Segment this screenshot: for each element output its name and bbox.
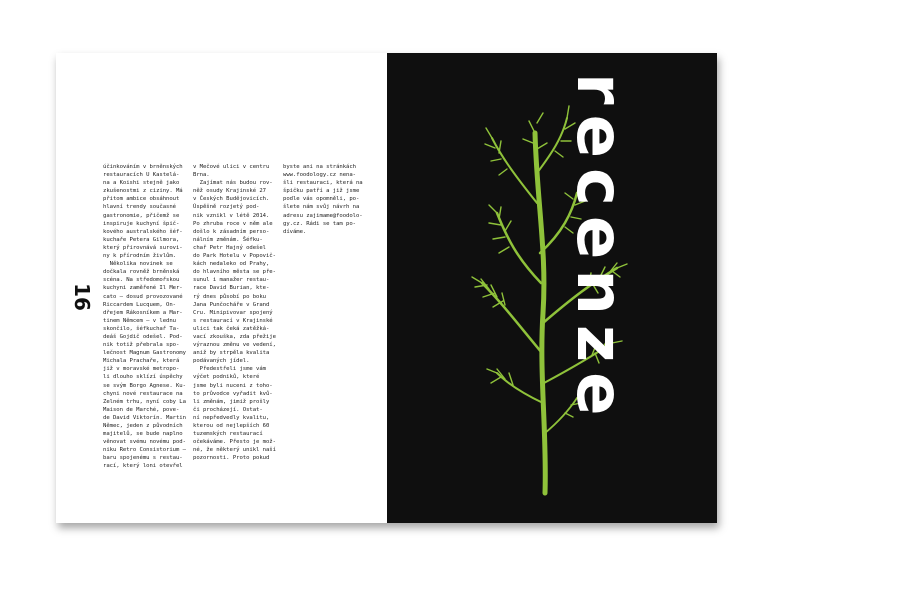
text-line: byste ani na stránkách [283,164,356,170]
text-line: podle vás opomněli, po- [283,196,360,203]
text-line: či procházejí. Ostat- [193,406,263,413]
text-line: s restaurací v Krajinské [193,317,273,324]
text-line: pozornosti. Proto pokud [193,455,270,462]
text-line: deáš Gojdič odešel. Pod- [103,333,183,340]
text-line: hlavní trendy současné [103,204,176,211]
text-line: cato – dosud provozované [103,293,183,300]
text-column-1 [103,163,186,471]
text-line: vací zkouška, zda přežije [193,333,276,340]
text-line: kuchaře Petera Gilmora, [103,236,180,243]
text-line: Brna. [193,172,210,179]
text-line: scéna. Na středomořskou [103,277,180,284]
text-line: chař Petr Hajný odešel [193,244,266,251]
text-line: race David Burian, kte- [193,285,270,292]
text-line: podávaných jídel. [193,358,250,365]
text-line: kuchyni zaměřené Il Mer- [103,285,183,292]
text-line: již v moravské metropo- [103,366,180,373]
page-number: 16 [69,283,94,311]
text-line: dočkala rovněž brněnská [103,269,180,276]
text-line: gy.cz. Rádi se tam po- [283,220,356,227]
text-line: rací, který loni otevřel [103,463,183,470]
right-page [387,53,717,523]
text-line: li dlouho sklízí úspěchy [103,374,183,381]
text-line: věnovat svému novému pod- [103,439,186,446]
text-line: Jana Punčocháře v Grand [193,301,270,308]
text-line: Riccardem Lucquem, On- [103,301,176,308]
text-line: Po zhruba roce v něm ale [193,220,273,227]
text-line: něž osudy Krajinské 27 [193,188,266,195]
text-line: Michala Prachaře, která [103,358,180,365]
text-line: do hlavního města se pře- [193,269,276,276]
text-line: Zelném trhu, nyní coby La [103,398,186,405]
text-line: Maison de Marché, pove- [103,406,180,413]
left-page [56,53,387,523]
text-line: díváme. [283,228,307,235]
text-line: šli restauraci, která na [283,180,363,187]
text-line: aniž by strpěla kvalita [193,350,270,357]
text-line: tuzemských restaurací [193,431,263,438]
text-line: ny k přírodním živlům. [103,253,176,260]
text-line: gastronomie, přičemž se [103,212,180,219]
text-line: v Českých Budějovicích. [193,196,270,203]
text-line: výraznou změnu ve vedení, [193,342,276,349]
text-line: Němec, jeden z původních [103,423,183,429]
text-line: Cru. Minipivovar spojený [193,309,273,316]
section-title: recenze [562,73,636,426]
text-line: se svým Borgo Agnese. Ku- [103,382,186,389]
text-line: došlo k zásadním perso- [193,228,270,235]
text-line: adresu zajimame@foodolo- [283,212,363,219]
text-line: majitelů, se bude naplno [103,431,183,438]
text-line: špičku patří a již jsme [283,188,360,195]
text-line: lečnost Magnum Gastronomy [103,350,186,357]
text-line: Několika novinek se [103,261,173,268]
text-line: jsme byli nuceni z toho- [193,382,273,389]
text-line: sunul i manažer restau- [193,277,270,284]
text-line: do Park Hotelu v Popovič- [193,253,276,260]
text-line: restauracích U Kastelá- [103,172,180,179]
text-line: nik totiž přebrala spo- [103,342,180,349]
text-line: tinem Němcem – v lednu [103,317,176,324]
text-line: baru spojenému s restau- [103,455,183,462]
text-line: očekáváme. Přesto je mož- [193,439,276,446]
text-line: rý dnes působí po boku [193,293,266,300]
text-column-2 [193,163,276,462]
text-line: to průvodce vyřadit kvů- [193,390,273,397]
text-line: kterou od nejlepších 60 [193,423,270,429]
herb-plant-illustration [387,53,717,523]
text-line: skončilo, šéfkuchař Ta- [103,325,180,332]
text-line: v Mečové ulici v centru [193,164,270,170]
text-line: nik vznikl v létě 2014. [193,212,270,219]
text-line: ní nepředvedly kvalitu, [193,414,270,421]
text-line: výčet podniků, které [193,374,260,381]
text-line: li změnám, jimiž prošly [193,398,270,405]
text-line: nálním změnám. Šéfku- [193,236,263,243]
text-line: Úspěšně rozjetý pod- [193,204,260,211]
text-line: šlete nám svůj návrh na [283,204,360,211]
text-line: dřejem Rákosníkem a Mar- [103,309,183,316]
text-line: chyni nové restaurace na [103,390,183,397]
text-line: účinkováním v brněnských [103,164,183,170]
text-line: Zajímat nás budou rov- [193,180,273,187]
text-line: inspiruje kuchyní špič- [103,220,180,227]
text-line: ulici tak čeká zatěžká- [193,325,270,332]
text-line: na a Koishi stejně jako [103,180,180,187]
text-column-3 [283,163,363,236]
text-line: www.foodology.cz nena- [283,172,356,179]
text-line: kách nedaleko od Prahy, [193,261,270,268]
text-line: niku Retro Consistorium – [103,447,186,454]
text-line: přitom ambice obsáhnout [103,196,180,203]
text-line: Předestřeli jsme vám [193,366,266,373]
text-line: zkušenostmi z ciziny. Má [103,188,183,195]
text-line: né, že některý unikl naší [193,447,276,454]
text-line: de David Viktorín. Martin [103,414,186,421]
text-line: který přirovnává surovi- [103,244,183,251]
text-line: kového australského šéf- [103,228,183,235]
magazine-spread [56,53,717,523]
